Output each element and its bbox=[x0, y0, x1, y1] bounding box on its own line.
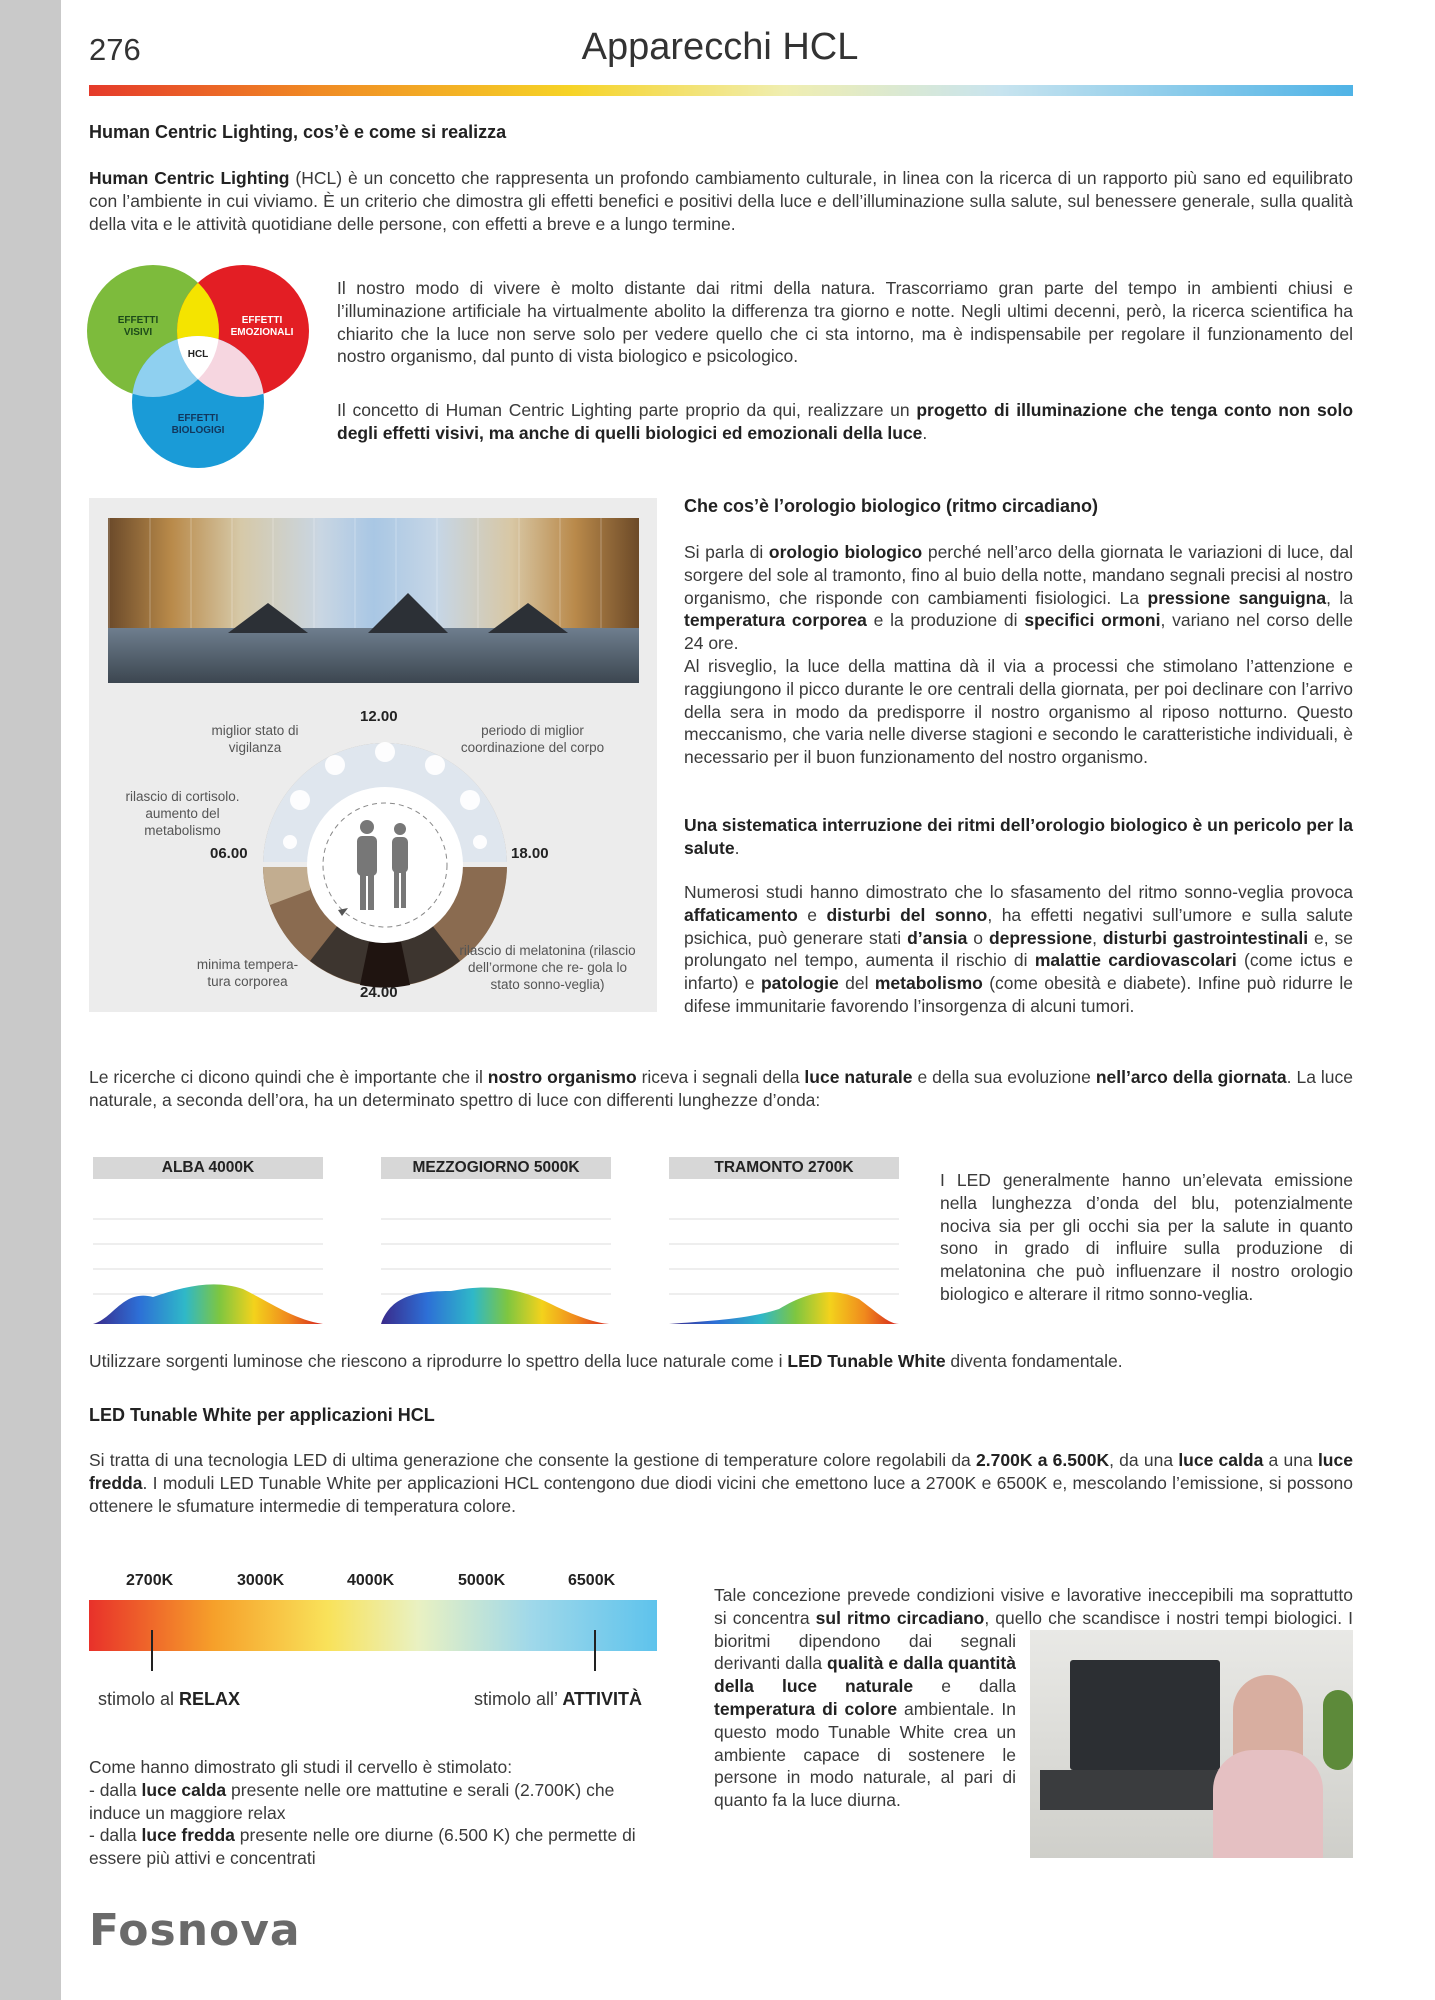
lifestyle-paragraph bbox=[337, 277, 1353, 368]
spectrum-title: MEZZOGIORNO 5000K bbox=[381, 1157, 611, 1179]
spectrum-title: ALBA 4000K bbox=[93, 1157, 323, 1179]
kelvin-label: 4000K bbox=[347, 1572, 395, 1589]
text-run: Numerosi studi hanno dimostrato che lo sfasamento del ritmo sonno-veglia provoca bbox=[684, 882, 1353, 902]
text-run: , da una bbox=[1109, 1450, 1179, 1470]
circadian-warning-heading bbox=[684, 814, 1353, 860]
text-run: Le ricerche ci dicono quindi che è importante che il bbox=[89, 1067, 488, 1087]
hcl-venn-diagram bbox=[86, 264, 310, 470]
bold-text: disturbi del sonno bbox=[826, 904, 988, 925]
intro-paragraph bbox=[89, 167, 1353, 235]
kelvin-label: 3000K bbox=[237, 1572, 285, 1589]
page-number: 276 bbox=[89, 32, 141, 67]
section-heading-hcl: Human Centric Lighting, cos’è e come si realizza bbox=[89, 122, 507, 142]
text-run: presente nelle ore diurne (6.500 K) che permette di essere più attivi e concentrati bbox=[89, 1825, 636, 1869]
text-run: diventa fondamentale. bbox=[945, 1351, 1123, 1371]
page-title: Apparecchi HCL bbox=[581, 26, 859, 68]
bold-text: nell’arco della giornata bbox=[1095, 1067, 1287, 1087]
text-run: . I moduli LED Tunable White per applicazioni HCL contengono due diodi vicini che emettono luce a 2700K e 6500K e, mescolando l’emissione, si possono ottenere le sfumature intermedie di temperatura colore. bbox=[89, 1472, 1353, 1516]
bold-text: nostro organismo bbox=[487, 1067, 637, 1087]
clock-label-18: 18.00 bbox=[511, 845, 549, 862]
text-run: Utilizzare sorgenti luminose che riescono a riprodurre lo spettro della luce naturale come i bbox=[89, 1351, 788, 1371]
bold-text: affaticamento bbox=[684, 904, 798, 925]
text-run: , variano nel corso delle 24 ore. bbox=[684, 610, 1353, 654]
hcl-concept-paragraph bbox=[337, 399, 1353, 445]
text-run: (come ictus e infarto) e bbox=[684, 950, 1353, 994]
bold-text: temperatura di colore bbox=[714, 1698, 898, 1719]
bold-text: Una sistematica interruzione dei ritmi dell’orologio biologico è un pericolo per la salute bbox=[684, 815, 1353, 858]
fosnova-logo: Fosnova bbox=[89, 1905, 301, 1956]
text-run: (come obesità e diabete). Infine può ridurre le difese immunitarie favorendo l’insorgenza di alcuni tumori. bbox=[684, 973, 1353, 1016]
venn-label-emotional: EFFETTI EMOZIONALI bbox=[230, 315, 294, 338]
bold-text: sul ritmo circadiano bbox=[815, 1607, 985, 1628]
note-vigilanza: miglior stato di vigilanza bbox=[211, 723, 299, 755]
text-run: e bbox=[797, 904, 827, 925]
text-run: stimolo al bbox=[98, 1689, 180, 1709]
section-heading-circadian: Che cos’è l’orologio biologico (ritmo circadiano) bbox=[684, 496, 1099, 516]
bold-text: luce calda bbox=[141, 1779, 227, 1800]
text-run: - dalla bbox=[89, 1779, 142, 1800]
spectrum-chart bbox=[93, 1157, 323, 1329]
tunable-conclusion bbox=[89, 1350, 1353, 1373]
bold-text: metabolismo bbox=[874, 973, 983, 994]
text-run: Si parla di bbox=[684, 542, 769, 562]
section-heading-tunable: LED Tunable White per applicazioni HCL bbox=[89, 1405, 435, 1425]
circadian-paragraph-1 bbox=[684, 541, 1353, 655]
bold-text: malattie cardiovascolari bbox=[1034, 950, 1237, 971]
text-run: Il nostro modo di vivere è molto distante dai ritmi della natura. Trascorriamo gran parte del tempo in ambienti chiusi e l’illuminazione artificiale ha virtualmente abolito la differenza tra giorno e notte. Negli ultimi decenni, però, la ricerca scientifica ha chiarito che la luce non serve solo per vedere quello che ci sta intorno, ma è indispensabile per regolare il funzionamento del nostro organismo, dal punto di vista biologico e psicologico. bbox=[337, 278, 1353, 367]
text-run: presente nelle ore mattutine e serali (2.700K) che induce un maggiore relax bbox=[89, 1779, 615, 1823]
bold-text: orologio biologico bbox=[768, 542, 923, 562]
bold-text: RELAX bbox=[179, 1689, 241, 1709]
text-run: - dalla bbox=[89, 1825, 142, 1846]
text-run: Al risveglio, la luce della mattina dà il via a processi che stimolano l’attenzione e raggiungono il picco durante le ore centrali della giornata, per poi declinare con l’arrivo della sera in modo da predisporre il nostro organismo al riposo notturno. Questo meccanismo, che varia nelle diverse stagioni e secondo le caratteristiche individuali, è necessario per il buon funzionamento del nostro organismo. bbox=[684, 656, 1353, 768]
led-blue-note bbox=[940, 1169, 1353, 1306]
note-cortisolo: rilascio di cortisolo. aumento del metabolismo bbox=[125, 789, 240, 838]
bold-text: luce fredda bbox=[141, 1825, 235, 1846]
bold-text: ATTIVITÀ bbox=[562, 1689, 643, 1709]
activity-marker bbox=[594, 1630, 596, 1671]
bold-text: luce fredda bbox=[89, 1450, 1353, 1493]
text-run: Si tratta di una tecnologia LED di ultima generazione che consente la gestione di temperature colore regolabili da bbox=[89, 1450, 977, 1470]
daylight-sequence-photo bbox=[108, 518, 639, 683]
text-run: e dalla bbox=[913, 1676, 1017, 1697]
text-run: ambientale. In questo modo Tunable White crea un ambiente capace di sostenere le persone in modo naturale, al pari di quanto fa la luce diurna. bbox=[714, 1698, 1016, 1811]
kelvin-label: 2700K bbox=[126, 1572, 174, 1589]
tunable-concept-text bbox=[714, 1584, 1353, 1862]
bold-text: luce naturale bbox=[804, 1067, 913, 1087]
text-run: Come hanno dimostrato gli studi il cervello è stimolato: bbox=[89, 1757, 513, 1777]
text-run: o bbox=[967, 927, 989, 948]
office-woman-photo bbox=[1030, 1630, 1353, 1858]
bold-text: pressione sanguigna bbox=[1147, 587, 1327, 608]
rainbow-divider bbox=[89, 85, 1353, 96]
clock-label-24: 24.00 bbox=[360, 984, 398, 1001]
bold-text: disturbi gastrointestinali bbox=[1102, 927, 1309, 948]
text-run: . bbox=[734, 837, 740, 858]
spectrum-title: TRAMONTO 2700K bbox=[669, 1157, 899, 1179]
bold-text: 2.700K a 6.500K bbox=[976, 1450, 1110, 1470]
spectrum-chart bbox=[669, 1157, 899, 1329]
note-coordinazione: periodo di miglior coordinazione del corpo bbox=[460, 723, 605, 755]
text-run: . La luce naturale, a seconda dell’ora, ha un determinato spettro di luce con differenti lunghezze d’onda: bbox=[89, 1067, 1353, 1110]
text-run: , bbox=[1092, 927, 1103, 948]
note-temperatura: minima tempera- tura corporea bbox=[196, 957, 299, 989]
activity-label bbox=[474, 1688, 642, 1711]
circadian-paragraph-2 bbox=[684, 655, 1353, 769]
bold-text: specifici ormoni bbox=[1024, 610, 1161, 631]
spectrum-curve bbox=[669, 1179, 899, 1329]
natural-light-paragraph bbox=[89, 1066, 1353, 1112]
color-temperature-scale bbox=[89, 1600, 657, 1651]
text-run: , la bbox=[1326, 587, 1353, 608]
clock-label-06: 06.00 bbox=[210, 845, 248, 862]
venn-label-visual: EFFETTI VISIVI bbox=[117, 315, 159, 338]
kelvin-label: 5000K bbox=[458, 1572, 506, 1589]
text-run: (HCL) è un concetto che rappresenta un profondo cambiamento culturale, in linea con la ricerca di un rapporto più sano ed equilibrato con l’ambiente in cui viviamo. È un criterio che dimostra gli effetti benefici e positivi della luce e dell’illuminazione sulla salute, sul benessere generale, sulla qualità della vita e le attività quotidiane delle persone, con effetti a breve e a lungo termine. bbox=[89, 168, 1353, 234]
bold-text: depressione bbox=[988, 927, 1093, 948]
kelvin-label: 6500K bbox=[568, 1572, 616, 1589]
clock-label-12: 12.00 bbox=[360, 708, 398, 725]
text-run: e, se prolungato nel tempo, aumenta il rischio di bbox=[684, 927, 1353, 971]
text-run: riceva i segnali della bbox=[636, 1067, 805, 1087]
page-margin-bar bbox=[0, 0, 61, 2000]
text-run: stimolo all’ bbox=[474, 1689, 563, 1709]
tunable-paragraph bbox=[89, 1449, 1353, 1517]
text-run: , ha effetti negativi sull’umore e sulla salute psichica, può generare stati bbox=[684, 904, 1353, 948]
bold-text: d’ansia bbox=[907, 927, 968, 948]
bold-text: luce calda bbox=[1178, 1450, 1264, 1470]
text-run: perché nell’arco della giornata le variazioni di luce, dal sorgere del sole al tramonto, fino al buio della notte, mandano segnali precisi al nostro organismo, che risponde con cambiamenti fisiologici. La bbox=[684, 542, 1353, 608]
spectrum-curve bbox=[381, 1179, 611, 1329]
note-melatonina: rilascio di melatonina (rilascio dell’ormone che re- gola lo stato sonno-veglia) bbox=[459, 943, 636, 992]
spectrum-curve bbox=[93, 1179, 323, 1329]
text-run: Tale concezione prevede condizioni visive e lavorative ineccepibili ma soprattutto si concentra bbox=[714, 1585, 1353, 1628]
circadian-paragraph-3 bbox=[684, 881, 1353, 1018]
venn-label-center: HCL bbox=[187, 349, 209, 360]
bold-text: qualità e dalla quantità della luce naturale bbox=[714, 1653, 1016, 1697]
bold-text: progetto di illuminazione che tenga conto non solo degli effetti visivi, ma anche di quelli biologici ed emozionali della luce bbox=[337, 400, 1354, 443]
relax-marker bbox=[151, 1630, 153, 1671]
bold-text: temperatura corporea bbox=[684, 610, 867, 631]
relax-label bbox=[98, 1688, 240, 1711]
text-run: del bbox=[838, 973, 875, 994]
text-run: , quello che scandisce i nostri tempi biologici. I bioritmi dipendono dai segnali derivanti dalla bbox=[714, 1607, 1353, 1674]
brain-stimulation-text bbox=[89, 1756, 659, 1870]
text-run: a una bbox=[1263, 1450, 1318, 1470]
text-run: e la produzione di bbox=[866, 610, 1025, 631]
venn-label-biological: EFFETTI BIOLOGIGI bbox=[171, 413, 225, 436]
text-run: I LED generalmente hanno un’elevata emissione nella lunghezza d’onda del blu, potenzialmente nociva sia per gli occhi sia per la salute in quanto sono in grado di influire sulla produzione di melatonina che può influenzare il nostro orologio biologico e alterare il ritmo sonno-veglia. bbox=[940, 1170, 1353, 1304]
text-run: . bbox=[922, 422, 928, 443]
text-run: e della sua evoluzione bbox=[912, 1067, 1096, 1087]
text-run: Il concetto di Human Centric Lighting parte proprio da qui, realizzare un bbox=[337, 400, 917, 420]
bold-text: patologie bbox=[760, 973, 839, 994]
bold-text: LED Tunable White bbox=[787, 1351, 946, 1371]
bold-text: Human Centric Lighting bbox=[89, 168, 290, 188]
spectrum-chart bbox=[381, 1157, 611, 1329]
